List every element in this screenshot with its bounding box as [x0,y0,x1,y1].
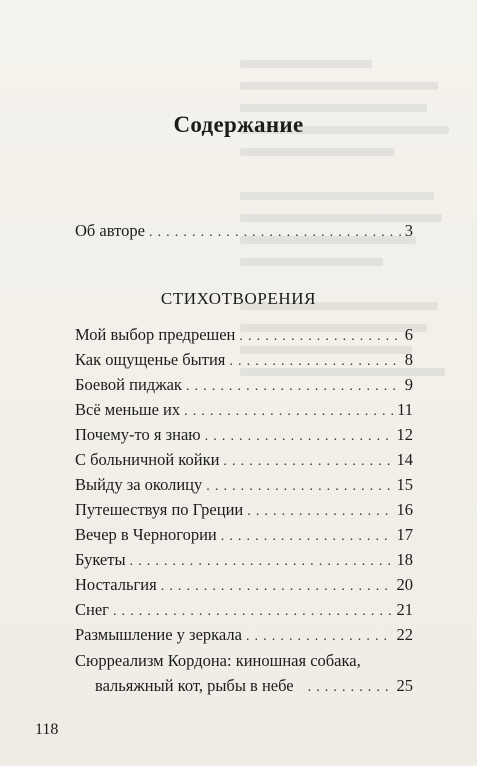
toc-entry-page: 25 [396,676,413,695]
toc-entry-page: 12 [396,425,413,444]
toc-entry-label: Путешествуя по Греции [75,500,244,519]
toc-entry[interactable] [75,625,413,647]
toc-entry[interactable] [75,425,413,447]
toc-entry-page: 18 [396,550,413,569]
toc-entry-label: Об авторе [75,221,145,240]
toc-entry-label: С больничной койки [75,450,220,469]
dot-leader [130,554,393,570]
toc-entry-page: 6 [404,325,413,344]
toc-entry-page: 15 [396,475,413,494]
toc-entry-page: 8 [404,350,413,369]
toc-entry-page: 21 [396,600,413,619]
toc-entry-label: Размышление у зеркала [75,625,242,644]
toc-entry-page: 14 [396,450,413,469]
toc-entry-multiline-first[interactable]: Сюрреализм Кордона: киношная собака, [75,651,361,670]
toc-entry-label: Как ощущенье бытия [75,350,226,369]
toc-entry-label: Снег [75,600,109,619]
toc-entry[interactable] [75,400,413,422]
toc-entry[interactable] [75,325,413,347]
dot-leader [246,629,393,645]
toc-entry-label: Букеты [75,550,126,569]
toc-entry-label: Боевой пиджак [75,375,182,394]
dot-leader [221,529,393,545]
dot-leader [205,429,393,445]
dot-leader [247,504,392,520]
toc-entry[interactable] [75,450,413,472]
dot-leader [149,225,401,241]
toc-entry-page: 20 [396,575,413,594]
toc-entry-label: Вечер в Черногории [75,525,217,544]
dot-leader [206,479,392,495]
toc-entry[interactable] [75,525,413,547]
dot-leader [184,404,393,420]
toc-entry-page: 3 [404,221,413,240]
toc-entry-page: 9 [404,375,413,394]
page-title: Содержание [173,112,304,137]
toc-entry[interactable] [75,500,413,522]
toc-entry-about-author[interactable] [75,221,413,243]
toc-entry-page: 22 [396,625,413,644]
toc-entry[interactable] [75,350,413,372]
toc-entry-label: Мой выбор предрешен [75,325,236,344]
toc-entry[interactable] [75,475,413,497]
section-heading: СТИХОТВОРЕНИЯ [160,289,317,308]
toc-entry-multiline-second[interactable] [95,676,413,696]
dot-leader [229,354,400,370]
toc-entry-label: Всё меньше их [75,400,181,419]
dot-leader [308,680,393,696]
toc-entry-label: Выйду за околицу [75,475,203,494]
toc-entry[interactable] [75,600,413,622]
toc-entry[interactable] [75,575,413,597]
toc-entry[interactable] [75,550,413,572]
page-number: 118 [35,721,59,738]
toc-entry-page: 16 [396,500,413,519]
dot-leader [223,454,392,470]
dot-leader [113,604,393,620]
toc-entry-page: 11 [397,400,413,419]
dot-leader [186,379,401,395]
toc-entry-label: вальяжный кот, рыбы в небе [95,676,294,695]
toc-entry[interactable] [75,375,413,397]
toc-entry-label: Ностальгия [75,575,157,594]
toc-entry-page: 17 [396,525,413,544]
dot-leader [161,579,393,595]
dot-leader [239,329,400,345]
toc-entry-label: Почему-то я знаю [75,425,201,444]
